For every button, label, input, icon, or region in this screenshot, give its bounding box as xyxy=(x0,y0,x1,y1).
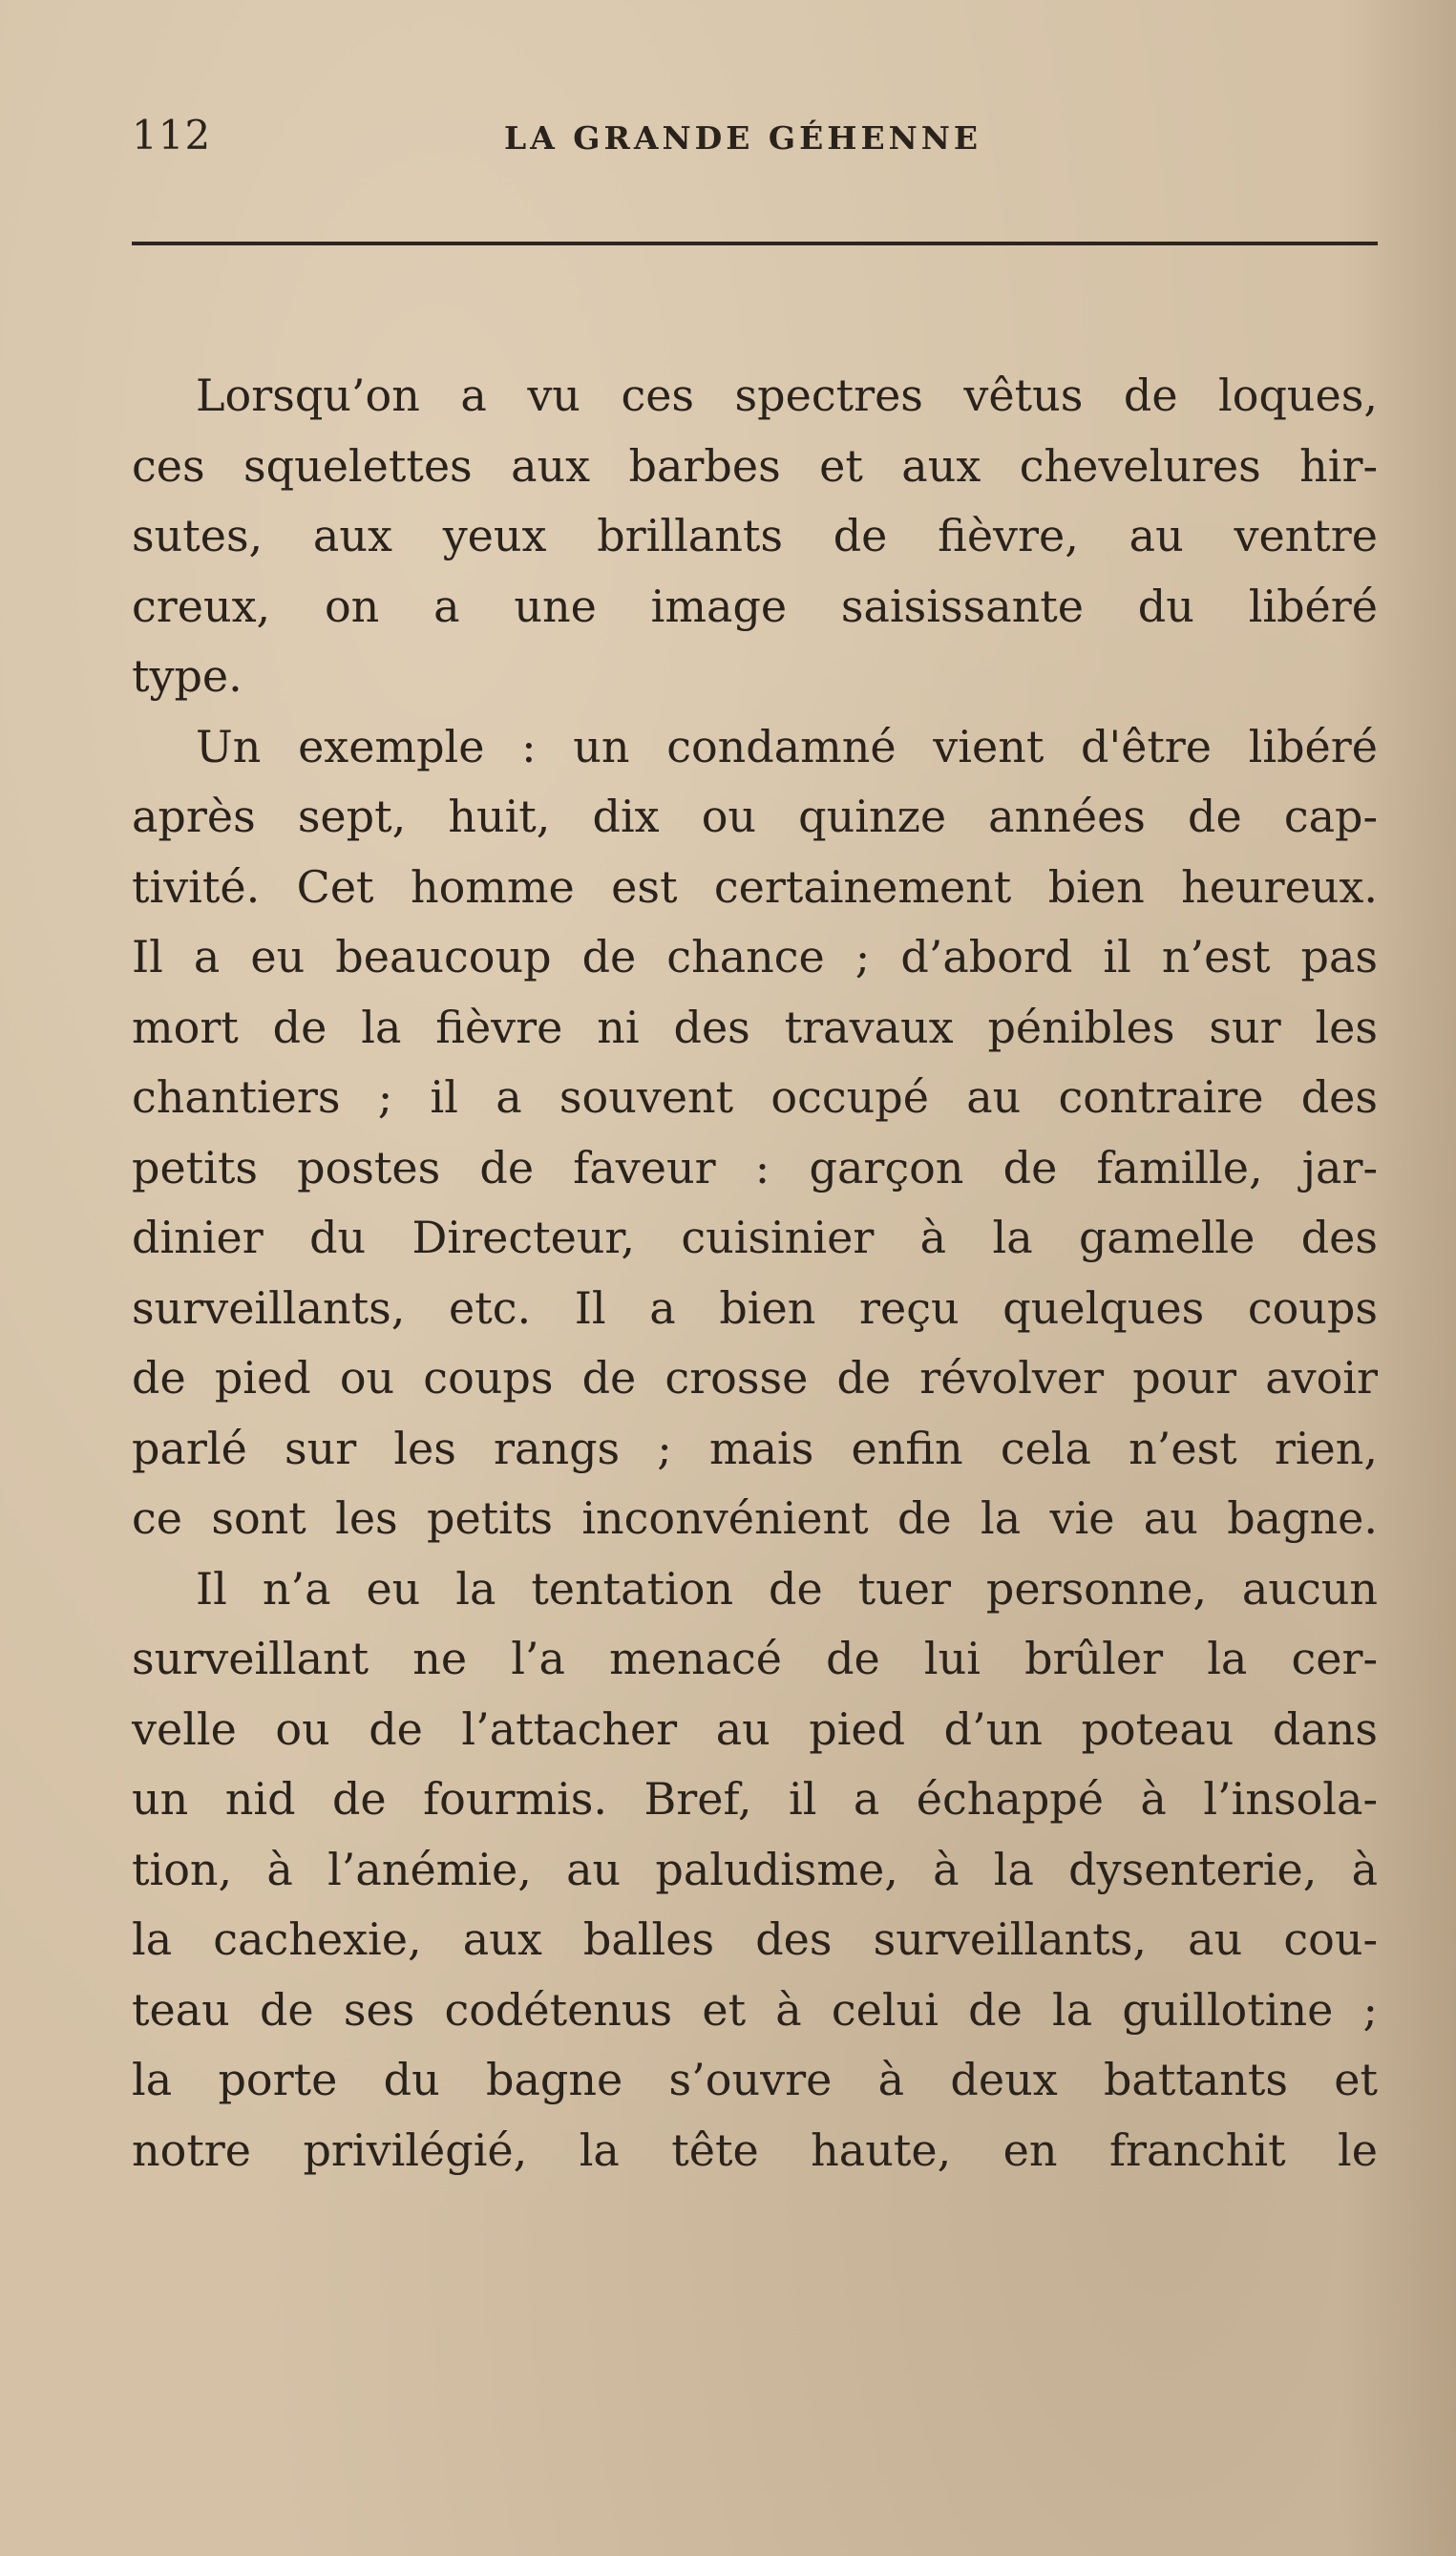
header-rule xyxy=(132,242,1378,245)
text-line: mort de la fièvre ni des travaux pénibles sur les xyxy=(132,1001,1378,1053)
text-line: notre privilégié, la tête haute, en franchit le xyxy=(132,2123,1378,2176)
text-line: parlé sur les rangs ; mais enfin cela n’est rien, xyxy=(132,1422,1378,1474)
text-line: de pied ou coups de crosse de révolver pour avoir xyxy=(132,1352,1378,1404)
text-line: la cachexie, aux balles des surveillants, au cou- xyxy=(132,1913,1378,1965)
text-line: tion, à l’anémie, au paludisme, à la dysenterie, à xyxy=(132,1843,1378,1895)
text-line: après sept, huit, dix ou quinze années de cap- xyxy=(132,791,1378,842)
text-line: un nid de fourmis. Bref, il a échappé à l’insola- xyxy=(132,1773,1378,1825)
text-line: la porte du bagne s’ouvre à deux battants et xyxy=(132,2054,1378,2105)
text-line: type. xyxy=(132,650,243,702)
text-line: sutes, aux yeux brillants de fièvre, au ventre xyxy=(132,510,1378,561)
page-header xyxy=(132,107,1378,174)
text-line: tivité. Cet homme est certainement bien heureux. xyxy=(132,860,1378,913)
text-line: teau de ses codétenus et à celui de la guillotine ; xyxy=(132,1983,1378,2036)
text-line: creux, on a une image saisissante du libéré xyxy=(132,580,1378,632)
body-text xyxy=(132,361,1378,2186)
text-line: surveillants, etc. Il a bien reçu quelques coups xyxy=(132,1281,1378,1334)
text-line: dinier du Directeur, cuisinier à la gamelle des xyxy=(132,1212,1378,1263)
page-number: 112 xyxy=(132,112,212,158)
text-line: surveillant ne l’a menacé de lui brûler la cer- xyxy=(132,1633,1378,1684)
text-line: ce sont les petits inconvénient de la vie au bagne. xyxy=(132,1492,1378,1544)
text-line: petits postes de faveur : garçon de famille, jar- xyxy=(132,1141,1378,1194)
text-line: velle ou de l’attacher au pied d’un poteau dans xyxy=(132,1702,1378,1755)
running-title: LA GRANDE GÉHENNE xyxy=(504,119,982,157)
text-line: ces squelettes aux barbes et aux chevelures hir- xyxy=(132,439,1378,492)
text-line: Il n’a eu la tentation de tuer personne, aucun xyxy=(196,1562,1378,1615)
text-line: Un exemple : un condamné vient d'être libéré xyxy=(196,720,1378,772)
text-line: Il a eu beaucoup de chance ; d’abord il n’est pas xyxy=(132,931,1378,982)
text-line: chantiers ; il a souvent occupé au contraire des xyxy=(132,1071,1378,1123)
text-line: Lorsqu’on a vu ces spectres vêtus de loques, xyxy=(196,370,1378,421)
